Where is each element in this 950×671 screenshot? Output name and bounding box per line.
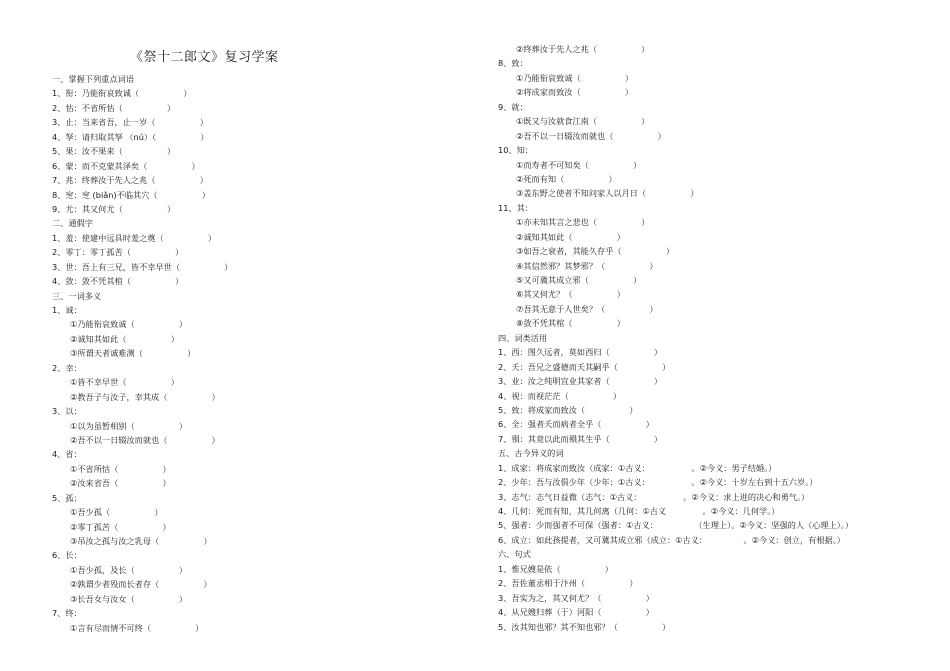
sub-item: ①既又与汝就食江南（ ）	[516, 116, 650, 127]
sub-item: ①而寿者不可知矣（ ）	[516, 159, 642, 170]
sub-item: ⑥其又何尤？（ ）	[516, 289, 625, 300]
sub-item: ②死而有知（ ）	[516, 173, 617, 184]
worksheet-line: 9、尤：其又何尤（ ）	[52, 203, 176, 214]
worksheet-line: 1、惟兄嫂是依（ ）	[498, 563, 613, 574]
worksheet-line: 3、吾实为之，其又何尤？（ ）	[498, 592, 654, 603]
sub-item: ①乃能衔哀致诚（ ）	[70, 319, 188, 330]
worksheet-line: 5、强者：少而强者不可保（强者：①古义： （生理上）。②今义：坚强的人（心理上）。）	[498, 520, 854, 531]
worksheet-line: 5、致：将成家而致汝（ ）	[498, 404, 638, 415]
worksheet-line: 4、视：而视茫茫（ ）	[498, 390, 622, 401]
sub-item: ②汝来省吾（ ）	[70, 478, 171, 489]
worksheet-line: 5、孤：	[52, 492, 82, 503]
worksheet-line: 10、知：	[498, 145, 533, 156]
worksheet-line: 2、少年：吾与汝俱少年（少年：①古义： 。②今义：十岁左右到十五六岁。）	[498, 477, 818, 488]
worksheet-line: 7、终：	[52, 608, 82, 619]
worksheet-line: 4、孥：请归取其孥 （nú）（ ）	[52, 131, 209, 142]
sub-item: ③如吾之衰者，其能久存乎（ ）	[516, 246, 675, 257]
sub-item: ⑤又可冀其成立邪（ ）	[516, 275, 642, 285]
worksheet-line: 1、成家：将成家而致汝（成家：①古义： 。②今义：男子结婚。）	[498, 462, 777, 473]
sub-item: ③盖东野之使者不知问家人以月日（ ）	[516, 188, 699, 199]
worksheet-line: 3、世：吾上有三兄，皆不幸早世（ ）	[52, 261, 233, 272]
sub-item: ②零丁孤苦（ ）	[70, 521, 171, 532]
sub-item: ⑦吾其无意于人世矣？（ ）	[516, 303, 658, 314]
sub-item: ③所谓天者诚难测（ ）	[70, 348, 196, 359]
sub-item: ④其信然邪？其梦邪？（ ）	[516, 260, 658, 271]
worksheet-line: 1、西：图久远者，莫如西归（ ）	[498, 347, 663, 358]
worksheet-line: 2、怙：不省所怙（ ）	[52, 102, 176, 113]
worksheet-line: 8、窆：窆 (biǎn)不临其穴（ ）	[52, 189, 210, 200]
worksheet-line: 6、成立：如此孩提者，又可冀其成立邪（成立：①古义： 。②今义：创立，有根据。）	[498, 534, 845, 545]
right-column	[498, 42, 938, 634]
worksheet-line: 6、全：强者夭而病者全乎（ ）	[498, 419, 654, 430]
worksheet-line: 9、就：	[498, 101, 528, 112]
worksheet-line: 3、志气：志气日益微（志气：①古义： 。②今义：求上进的决心和勇气。）	[498, 491, 810, 502]
sub-item: ⑧敛不凭其棺（ ）	[516, 318, 625, 329]
worksheet-line: 四、词类活用	[498, 332, 548, 343]
sub-item: ①亦未知其言之悲也（ ）	[516, 217, 650, 228]
sub-item: ②诚知其如此（ ）	[516, 231, 625, 242]
worksheet-line: 4、敛：敛不凭其棺（ ）	[52, 276, 184, 287]
worksheet-line: 3、业：汝之纯明宜业其家者（ ）	[498, 376, 663, 387]
sub-item: ①皆不幸早世（ ）	[70, 377, 179, 388]
worksheet-line: 1、羞：使建中远具时羞之奠（ ）	[52, 232, 217, 243]
worksheet-line: 7、兆：终葬汝于先人之兆（ ）	[52, 175, 208, 186]
sub-item: ②教吾子与汝子，幸其成（ ）	[70, 391, 220, 402]
sub-item: ③长吾女与汝女（ ）	[70, 593, 188, 604]
worksheet-line: 2、幸：	[52, 362, 82, 373]
sub-item: ①乃能衔哀致诚（ ）	[516, 72, 634, 83]
sub-item: ①吾少孤，及长（ ）	[70, 564, 188, 575]
worksheet-line: 1、诚：	[52, 305, 82, 315]
sub-item: ②将成家而致汝（ ）	[516, 87, 634, 98]
worksheet-line: 6、长：	[52, 550, 82, 561]
worksheet-line: 5、果：汝不果来（ ）	[52, 146, 176, 157]
worksheet-line: 5、汝其知也邪？其不知也邪？（ ）	[498, 621, 671, 632]
worksheet-line: 4、几何：死而有知，其几何离（几何：①古义 。②今义：几何学。）	[498, 506, 780, 516]
worksheet-line: 3、止：当来省吾，止一岁（ ）	[52, 117, 208, 128]
sub-item: ②终葬汝于先人之兆（ ）	[516, 44, 650, 54]
worksheet-line: 7、殞：其竟以此而殞其生乎（ ）	[498, 433, 663, 444]
worksheet-line: 2、吾佐董丞相于汴州（ ）	[498, 578, 638, 589]
sub-item: ②吾不以一日辍汝而就也（ ）	[516, 130, 666, 141]
worksheet-line: 2、夭：吾兄之盛德而夭其嗣乎（ ）	[498, 361, 671, 372]
sub-item: ①言有尽而情不可终（ ）	[70, 622, 204, 633]
worksheet-line: 8、致：	[498, 58, 528, 69]
sub-item: ③吊汝之孤与汝之乳母（ ）	[70, 536, 212, 546]
worksheet-line: 一、掌握下列重点词语	[52, 74, 134, 84]
worksheet-line: 1、衔：乃能衔哀致诚（ ）	[52, 88, 192, 99]
worksheet-line: 3、以：	[52, 406, 82, 417]
sub-item: ①以为虽暂相别（ ）	[70, 420, 188, 431]
left-column	[52, 72, 462, 635]
sub-item: ②吾不以一日辍汝而就也（ ）	[70, 434, 220, 445]
worksheet-line: 二、通假字	[52, 218, 93, 229]
sub-item: ①不省所怙（ ）	[70, 463, 171, 474]
sub-item: ①吾少孤（ ）	[70, 507, 163, 518]
worksheet-line: 六、句式	[498, 549, 531, 560]
worksheet-line: 五、古今异义的词	[498, 448, 564, 459]
worksheet-line: 三、一词多义	[52, 290, 102, 301]
sub-item: ②孰谓少者殁而长者存（ ）	[70, 579, 212, 590]
worksheet-line: 2、零丁：零丁孤苦（ ）	[52, 247, 184, 258]
page-title: 《祭十二郎文》复习学案	[130, 50, 279, 65]
worksheet-line: 4、从兄嫂归葬（于）河阳（ ）	[498, 607, 654, 618]
worksheet-line: 4、省：	[52, 449, 82, 460]
worksheet-line: 6、蒙：而不克蒙其泽矣（ ）	[52, 160, 200, 171]
worksheet-line: 11、其：	[498, 202, 533, 213]
sub-item: ②诚知其如此（ ）	[70, 333, 179, 344]
